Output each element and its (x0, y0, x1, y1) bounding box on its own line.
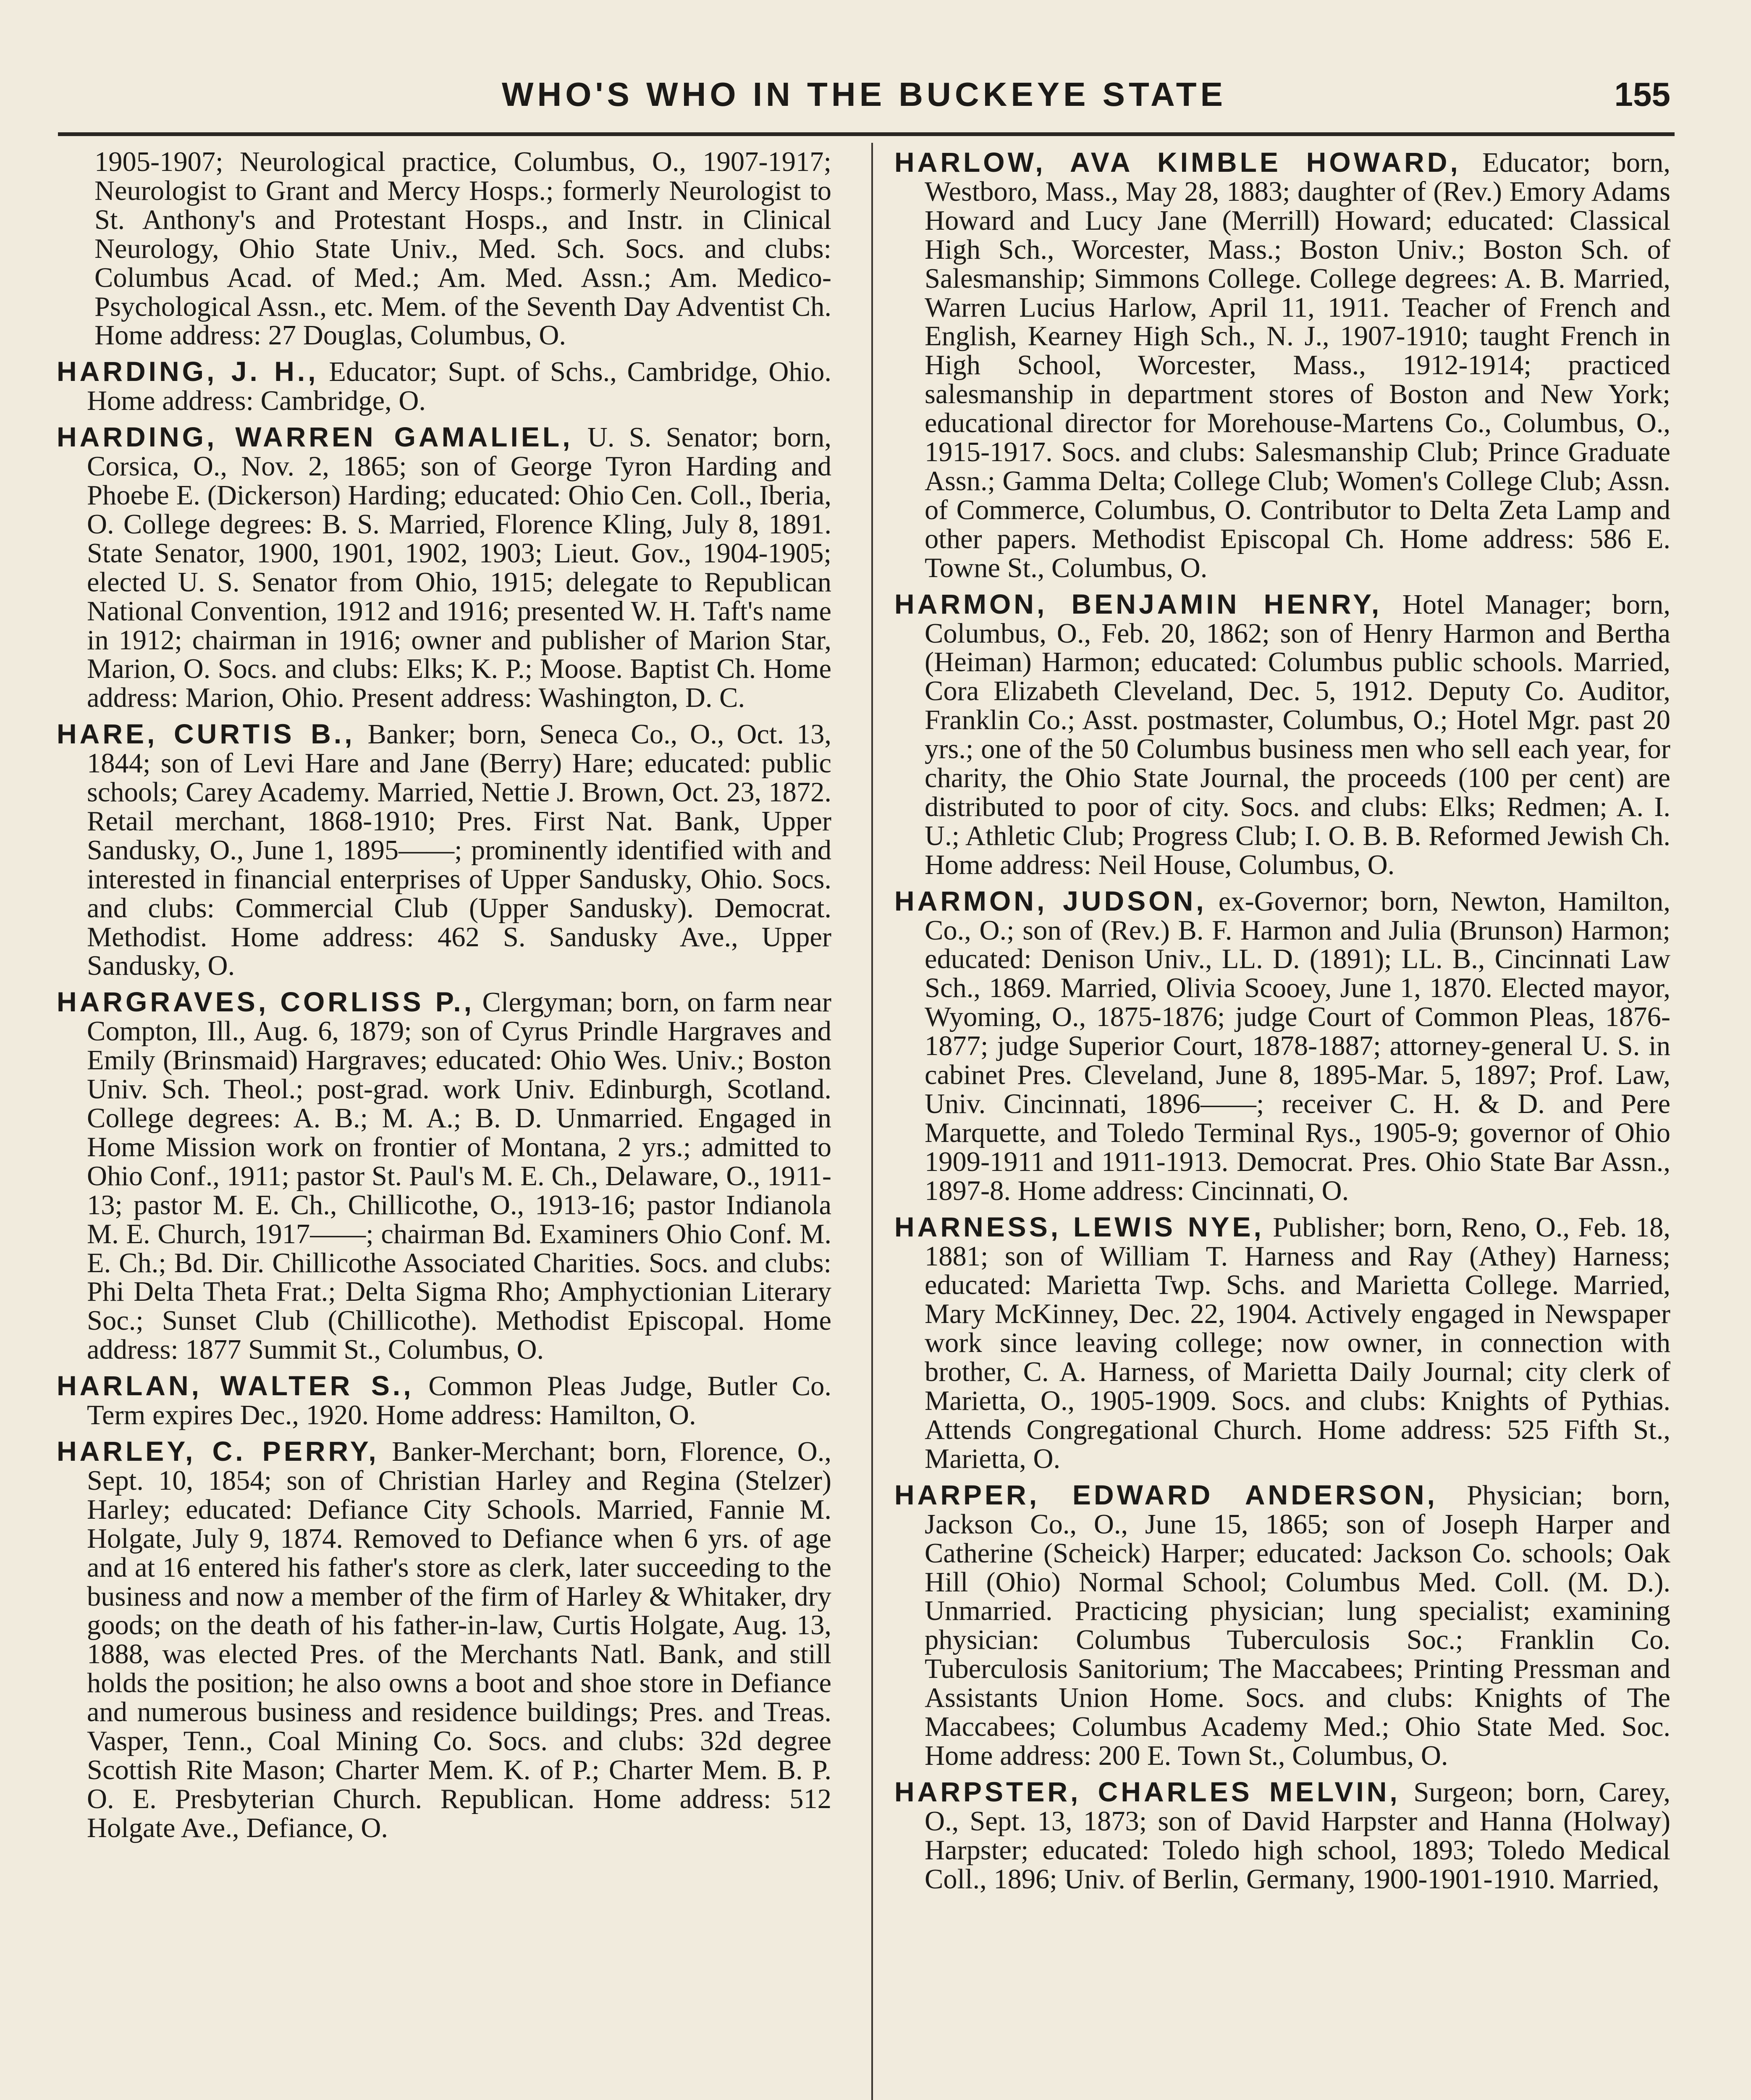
entry-text: ex-Governor; born, Newton, Hamilton, Co., O.; son of (Rev.) B. F. Harmon and Julia (Brunson) Harmon; educated: Denison Univ., LL. D. (1891); LL. B., Cincinnati Law Sch., 1869. Married, Olivia Scooey, June 1, 1870. Elected mayor, Wyoming, O., 1875-1876; judge Court of Common Pleas, 1876-1877; judge Superior Court, 1878-1887; attorney-general U. S. in cabinet Pres. Cleveland, June 8, 1895-Mar. 5, 1897; Prof. Law, Univ. Cincinnati, 1896——; receiver C. H. & D. and Pere Marquette, and Toledo Terminal Rys., 1905-9; governor of Ohio 1909-1911 and 1911-1913. Democrat. Pres. Ohio State Bar Assn., 1897-8. Home address: Cincinnati, O. (925, 886, 1670, 1206)
biography-entry (894, 1480, 1670, 1771)
entry-name: HARDING, J. H., (57, 356, 319, 387)
biography-entry (894, 590, 1670, 880)
entry-text: Publisher; born, Reno, O., Feb. 18, 1881; son of William T. Harness and Ray (Athey) Harness; educated: Marietta Twp. Schs. and Marietta College. Married, Mary McKinney, Dec. 22, 1904. Actively engaged in Newspaper work since leaving college; now owner, in connection with brother, C. A. Harness, of Marietta Daily Journal; city clerk of Marietta, O., 1905-1909. Socs. and clubs: Knights of Pythias. Attends Congregational Church. Home address: 525 Fifth St., Marietta, O. (925, 1212, 1670, 1474)
biography-entry (57, 357, 831, 416)
entry-name: HARGRAVES, CORLISS P., (57, 986, 475, 1018)
biography-entry (57, 1437, 831, 1843)
biography-entry (894, 1777, 1670, 1894)
entry-text: Banker-Merchant; born, Florence, O., Sept. 10, 1854; son of Christian Harley and Regina (Stelzer) Harley; educated: Defiance City Schools. Married, Fannie M. Holgate, July 9, 1874. Removed to Defiance when 6 yrs. of age and at 16 entered his father's store as clerk, later succeeding to the business and now a member of the firm of Harley & Whitaker, dry goods; on the death of his father-in-law, Curtis Holgate, Aug. 13, 1888, was elected Pres. of the Merchants Natl. Bank, and still holds the position; he also owns a boot and shoe store in Defiance and numerous business and residence buildings; Pres. and Treas. Vasper, Tenn., Coal Mining Co. Socs. and clubs: 32d degree Scottish Rite Mason; Charter Mem. K. of P.; Charter Mem. B. P. O. E. Presbyterian Church. Republican. Home address: 512 Holgate Ave., Defiance, O. (87, 1436, 831, 1843)
entry-text: Educator; Supt. of Schs., Cambridge, Ohio. Home address: Cambridge, O. (87, 357, 831, 417)
biography-entry (57, 423, 831, 713)
entry-name: HARLOW, AVA KIMBLE HOWARD, (894, 148, 1461, 178)
right-column (894, 148, 1670, 2100)
entry-name: HARLEY, C. PERRY, (57, 1435, 379, 1467)
biography-entry (894, 1213, 1670, 1474)
entry-text: Clergyman; born, on farm near Compton, Ill., Aug. 6, 1879; son of Cyrus Prindle Hargraves and Emily (Brinsmaid) Hargraves; educated: Ohio Wes. Univ.; Boston Univ. Sch. Theol.; post-grad. work Univ. Edinburgh, Scotland. College degrees: A. B.; M. A.; B. D. Unmarried. Engaged in Home Mission work on frontier of Montana, 2 yrs.; admitted to Ohio Conf., 1911; pastor St. Paul's M. E. Ch., Delaware, O., 1911-13; pastor M. E. Ch., Chillicothe, O., 1913-16; pastor Indianola M. E. Church, 1917——; chairman Bd. Examiners Ohio Conf. M. E. Ch.; Bd. Dir. Chillicothe Associated Charities. Socs. and clubs: Phi Delta Theta Frat.; Delta Sigma Rho; Amphyctionian Literary Soc.; Sunset Club (Chillicothe). Methodist Episcopal. Home address: 1877 Summit St., Columbus, O. (87, 987, 831, 1365)
biography-entry (57, 1371, 831, 1430)
entry-text: Educator; born, Westboro, Mass., May 28, 1883; daughter of (Rev.) Emory Adams Howard and Lucy Jane (Merrill) Howard; educated: Classical High Sch., Worcester, Mass.; Boston Univ.; Boston Sch. of Salesmanship; Simmons College. College degrees: A. B. Married, Warren Lucius Harlow, April 11, 1911. Teacher of French and English, Kearney High Sch., N. J., 1907-1910; taught French in High School, Worcester, Mass., 1912-1914; practiced salesmanship in department stores of Boston and New York; educational director for Morehouse-Martens Co., Columbus, O., 1915-1917. Socs. and clubs: Salesmanship Club; Prince Graduate Assn.; Gamma Delta; College Club; Women's College Club; Assn. of Commerce, Columbus, O. Contributor to Delta Zeta Lamp and other papers. Methodist Episcopal Ch. Home address: 586 E. Towne St., Columbus, O. (925, 148, 1670, 583)
entry-name: HARLAN, WALTER S., (57, 1370, 414, 1402)
left-column (57, 148, 831, 2100)
entry-name: HARPER, EDWARD ANDERSON, (894, 1479, 1438, 1510)
entry-name: HARPSTER, CHARLES MELVIN, (894, 1776, 1400, 1807)
column-divider (871, 143, 873, 2100)
biography-entry (894, 148, 1670, 583)
page-number: 155 (1614, 76, 1670, 113)
entry-text: Surgeon; born, Carey, O., Sept. 13, 1873; son of David Harpster and Hanna (Holway) Harpster; educated: Toledo high school, 1893; Toledo Medical Coll., 1896; Univ. of Berlin, Germany, 1900-1901-1910. Married, (925, 1777, 1670, 1895)
biography-entry (57, 987, 831, 1365)
page-header (58, 63, 1670, 126)
running-title: WHO'S WHO IN THE BUCKEYE STATE (501, 76, 1227, 113)
entry-name: HARDING, WARREN GAMALIEL, (57, 421, 573, 453)
entry-name: HARMON, JUDSON, (894, 885, 1207, 916)
biography-entry (57, 719, 831, 981)
header-rule (58, 132, 1675, 136)
entry-name: HARNESS, LEWIS NYE, (894, 1211, 1264, 1242)
entry-text: U. S. Senator; born, Corsica, O., Nov. 2, 1865; son of George Tyron Harding and Phoebe E. (Dickerson) Harding; educated: Ohio Cen. Coll., Iberia, O. College degrees: B. S. Married, Florence Kling, July 8, 1891. State Senator, 1900, 1901, 1902, 1903; Lieut. Gov., 1904-1905; elected U. S. Senator from Ohio, 1915; delegate to Republican National Convention, 1912 and 1916; presented W. H. Taft's name in 1912; chairman in 1916; owner and publisher of Marion Star, Marion, O. Socs. and clubs: Elks; K. P.; Moose. Baptist Ch. Home address: Marion, Ohio. Present address: Washington, D. C. (87, 422, 831, 714)
biography-entry (894, 887, 1670, 1206)
continued-entry: 1905-1907; Neurological practice, Columbus, O., 1907-1917; Neurologist to Grant and Mercy Hosps.; formerly Neurologist to St. Anthony's and Protestant Hosps., and Instr. in Clinical Neurology, Ohio State Univ., Med. Sch. Socs. and clubs: Columbus Acad. of Med.; Am. Med. Assn.; Am. Medico-Psychological Assn., etc. Mem. of the Seventh Day Adventist Ch. Home address: 27 Douglas, Columbus, O. (94, 148, 831, 351)
entry-name: HARMON, BENJAMIN HENRY, (894, 588, 1382, 620)
entry-text: Hotel Manager; born, Columbus, O., Feb. 20, 1862; son of Henry Harmon and Bertha (Heiman) Harmon; educated: Columbus public schools. Married, Cora Elizabeth Cleveland, Dec. 5, 1912. Deputy Co. Auditor, Franklin Co.; Asst. postmaster, Columbus, O.; Hotel Mgr. past 20 yrs.; one of the 50 Columbus business men who sell each year, for charity, the Ohio State Journal, the proceeds (100 per cent) are distributed to poor of city. Socs. and clubs: Elks; Redmen; A. I. U.; Athletic Club; Progress Club; I. O. B. B. Reformed Jewish Ch. Home address: Neil House, Columbus, O. (925, 589, 1670, 880)
entry-text: Common Pleas Judge, Butler Co. Term expires Dec., 1920. Home address: Hamilton, O. (87, 1371, 831, 1431)
entry-name: HARE, CURTIS B., (57, 718, 355, 750)
entry-text: Physician; born, Jackson Co., O., June 15, 1865; son of Joseph Harper and Catherine (Scheick) Harper; educated: Jackson Co. schools; Oak Hill (Ohio) Normal School; Columbus Med. Coll. (M. D.). Unmarried. Practicing physician; lung specialist; examining physician: Columbus Tuberculosis Soc.; Franklin Co. Tuberculosis Sanitorium; The Maccabees; Printing Pressman and Assistants Union Home. Socs. and clubs: Knights of The Maccabees; Columbus Academy Med.; Ohio State Med. Soc. Home address: 200 E. Town St., Columbus, O. (925, 1480, 1670, 1771)
entry-text: Banker; born, Seneca Co., O., Oct. 13, 1844; son of Levi Hare and Jane (Berry) Hare; educated: public schools; Carey Academy. Married, Nettie J. Brown, Oct. 23, 1872. Retail merchant, 1868-1910; Pres. First Nat. Bank, Upper Sandusky, O., June 1, 1895——; prominently identified with and interested in financial enterprises of Upper Sandusky, Ohio. Socs. and clubs: Commercial Club (Upper Sandusky). Democrat. Methodist. Home address: 462 S. Sandusky Ave., Upper Sandusky, O. (87, 719, 831, 982)
